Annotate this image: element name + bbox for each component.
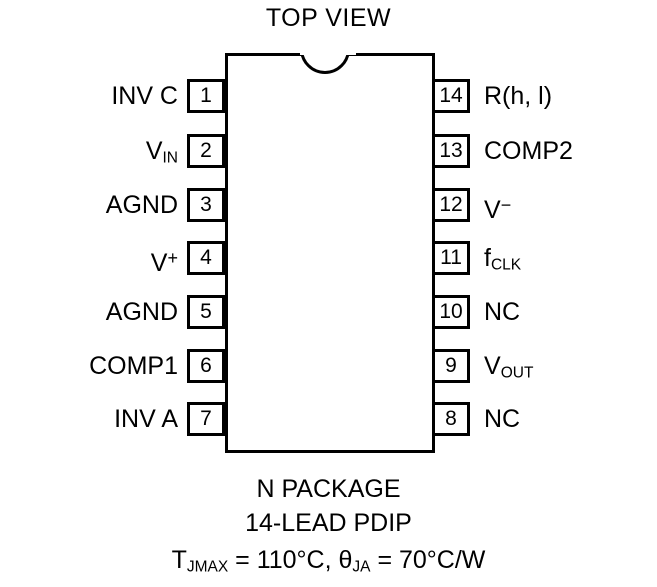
package-name-caption: N PACKAGE [256,475,401,503]
theta-value: = 70°C/W [370,546,486,574]
pin-label-2-main: V [145,137,163,165]
pin-number-3: 3 [187,188,225,222]
pin-label-9-sub: OUT [500,364,534,382]
pin-label-14: R(h, l) [484,82,553,110]
pin-label-12 [484,188,511,227]
pin-number-2: 2 [187,134,225,168]
pin-number-1: 1 [187,79,225,113]
pin-number-12: 12 [432,188,470,222]
tjmax-symbol: T [171,546,187,574]
package-body-outline [225,53,435,453]
pin-label-13: COMP2 [484,137,573,165]
pin-number-4: 4 [187,241,225,275]
tjmax-value: = 110°C, [228,546,339,574]
pin-label-1: INV C [111,82,178,110]
pin-label-5: AGND [105,298,178,326]
package-type-caption: 14-LEAD PDIP [245,509,412,537]
pin-label-12-sup: − [500,195,512,215]
pin-label-6: COMP1 [89,352,178,380]
pin-number-10: 10 [432,295,470,329]
pin-label-9 [484,349,533,390]
package-notch-icon [300,52,356,80]
theta-symbol: θ [338,546,353,574]
pin-label-9-main: V [484,352,501,380]
pin-number-8: 8 [432,402,470,436]
pin-label-4 [151,241,178,280]
pin-number-9: 9 [432,349,470,383]
pin-label-7: INV A [114,405,178,433]
pin-label-4-sup: + [167,248,178,268]
theta-subscript: JA [352,558,371,576]
pin-number-11: 11 [432,241,470,275]
pin-number-13: 13 [432,134,470,168]
pin-label-12-main: V [484,195,501,224]
pin-label-8: NC [484,405,521,433]
pin-number-14: 14 [432,79,470,113]
pin-number-6: 6 [187,349,225,383]
pin-label-2 [146,134,178,175]
pin-label-11-main: f [484,244,491,272]
pin-label-4-main: V [150,248,168,277]
pin-label-11 [484,241,521,282]
thermal-note-caption [0,546,657,576]
pin-label-10: NC [484,298,521,326]
diagram-title: TOP VIEW [265,4,392,32]
pin-number-7: 7 [187,402,225,436]
pin-label-2-sub: IN [162,149,178,167]
pin-label-11-sub: CLK [490,256,522,274]
pin-label-3: AGND [105,191,178,219]
pin-number-5: 5 [187,295,225,329]
tjmax-subscript: JMAX [186,558,229,576]
